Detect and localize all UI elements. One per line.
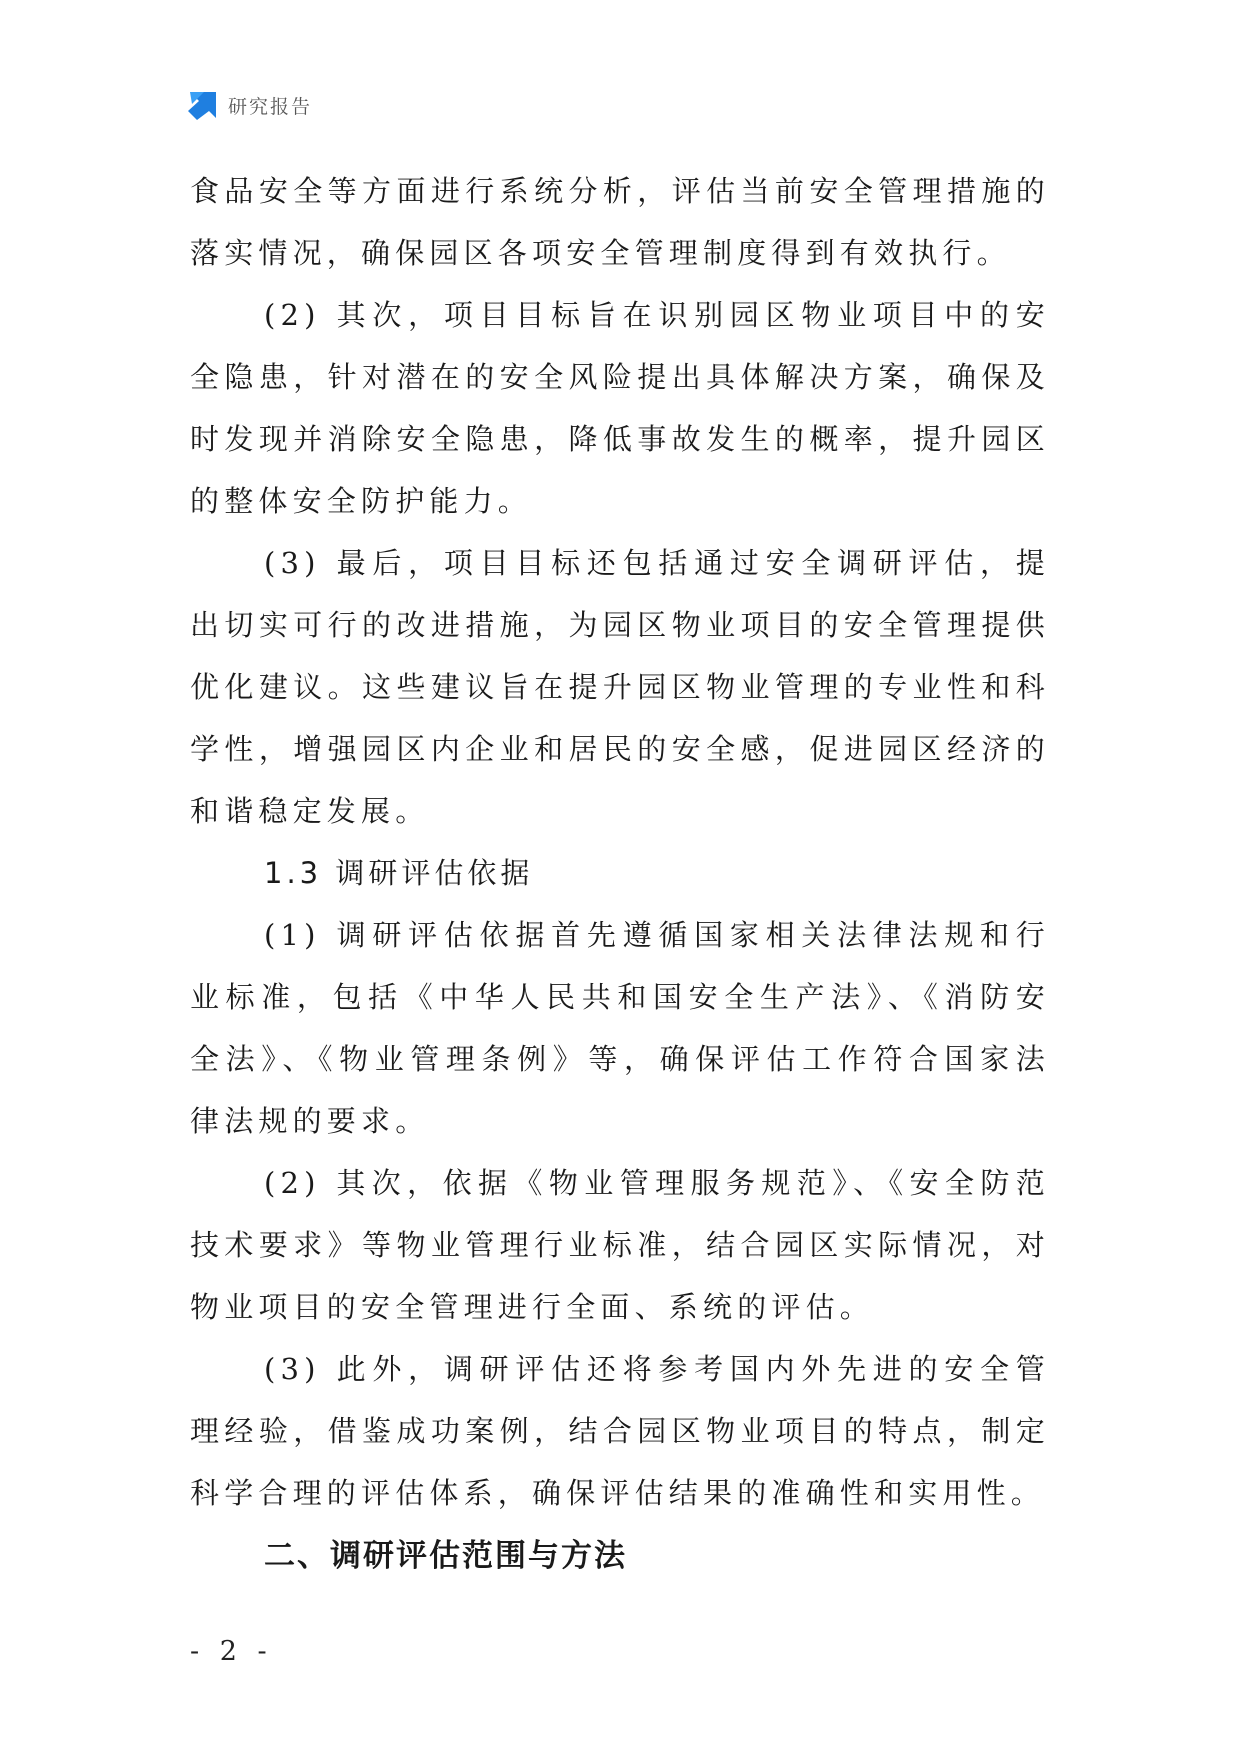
report-label: 研究报告 bbox=[228, 95, 313, 118]
paragraph-basis-1: (1) 调研评估依据首先遵循国家相关法律法规和行业标准，包括《中华人民共和国安全生产法》、《消防安全法》、《物业管理条例》等，确保评估工作符合国家法律法规的要求。 bbox=[190, 918, 1050, 1138]
section-title: 二、调研评估范围与方法 bbox=[264, 1538, 627, 1574]
page-header bbox=[188, 90, 312, 120]
paragraph-continued: 食品安全等方面进行系统分析，评估当前安全管理措施的落实情况，确保园区各项安全管理制度得到有效执行。 bbox=[190, 174, 1050, 270]
page-number: - 2 - bbox=[190, 1636, 273, 1667]
paragraph-goal-3: (3) 最后，项目目标还包括通过安全调研评估，提出切实可行的改进措施，为园区物业项目的安全管理提供优化建议。这些建议旨在提升园区物业管理的专业性和科学性，增强园区内企业和居民的安全感，促进园区经济的和谐稳定发展。 bbox=[190, 546, 1050, 828]
subsection-title: 1.3 调研评估依据 bbox=[264, 856, 534, 890]
document-body bbox=[190, 160, 1050, 1588]
paragraph-goal-2: (2) 其次，项目目标旨在识别园区物业项目中的安全隐患，针对潜在的安全风险提出具体解决方案，确保及时发现并消除安全隐患，降低事故发生的概率，提升园区的整体安全防护能力。 bbox=[190, 298, 1050, 518]
paragraph-basis-3: (3) 此外，调研评估还将参考国内外先进的安全管理经验，借鉴成功案例，结合园区物业项目的特点，制定科学合理的评估体系，确保评估结果的准确性和实用性。 bbox=[190, 1352, 1050, 1510]
paragraph-basis-2: (2) 其次，依据《物业管理服务规范》、《安全防范技术要求》等物业管理行业标准，结合园区实际情况，对物业项目的安全管理进行全面、系统的评估。 bbox=[190, 1166, 1050, 1324]
arrow-up-right-icon bbox=[188, 90, 218, 120]
